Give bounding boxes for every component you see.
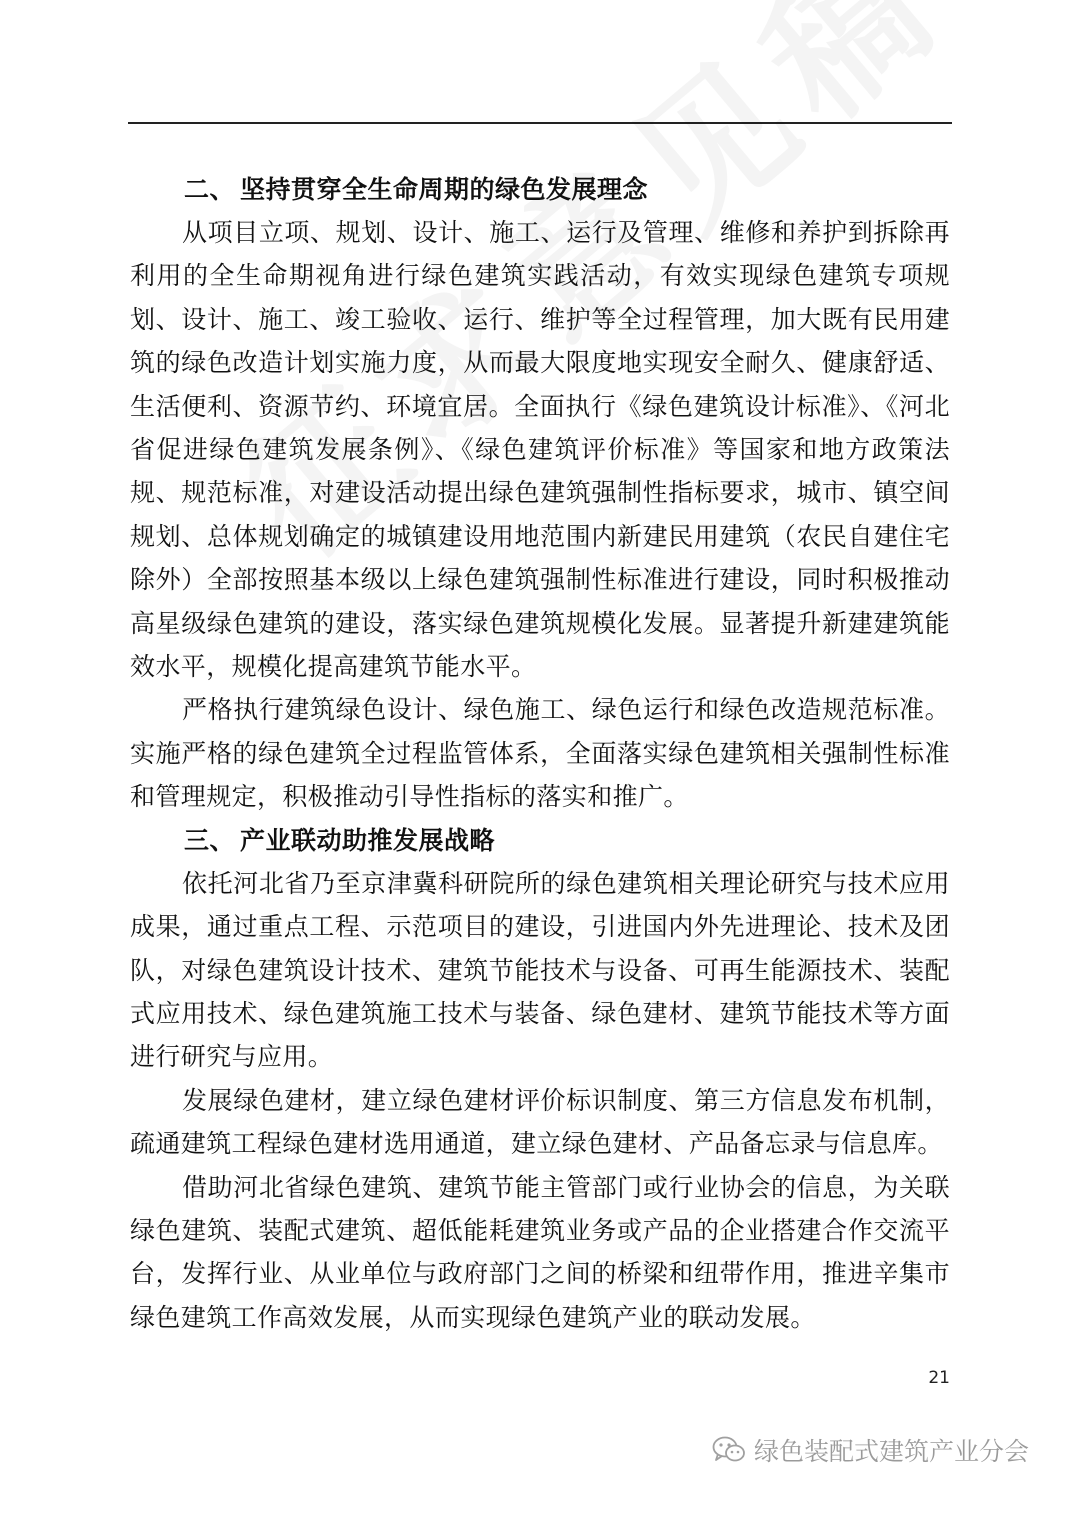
page-number: 21 [928, 1368, 950, 1388]
document-body [130, 168, 950, 1339]
section-number: 二、 [184, 175, 236, 204]
header-rule [128, 122, 952, 124]
paragraph: 依托河北省乃至京津冀科研院所的绿色建筑相关理论研究与技术应用成果，通过重点工程、示范项目的建设，引进国内外先进理论、技术及团队，对绿色建筑设计技术、建筑节能技术与设备、可再生能源技术、装配式应用技术、绿色建筑施工技术与装备、绿色建材、建筑节能技术等方面进行研究与应用。 [130, 868, 950, 1072]
section-heading-2 [130, 168, 950, 211]
paragraph: 借助河北省绿色建筑、建筑节能主管部门或行业协会的信息，为关联绿色建筑、装配式建筑、超低能耗建筑业务或产品的企业搭建合作交流平台，发挥行业、从业单位与政府部门之间的桥梁和纽带作用，推进辛集市绿色建筑工作高效发展，从而实现绿色建筑产业的联动发展。 [130, 1172, 950, 1332]
section-title: 坚持贯穿全生命周期的绿色发展理念 [240, 175, 649, 204]
section-title: 产业联动助推发展战略 [240, 825, 496, 855]
account-name: 绿色装配式建筑产业分会 [754, 1437, 1030, 1466]
account-watermark [712, 1430, 1029, 1470]
paragraph: 发展绿色建材，建立绿色建材评价标识制度、第三方信息发布机制，疏通建筑工程绿色建材选用通道，建立绿色建材、产品备忘录与信息库。 [130, 1085, 950, 1159]
paragraph: 严格执行建筑绿色设计、绿色施工、绿色运行和绿色改造规范标准。实施严格的绿色建筑全过程监管体系，全面落实绿色建筑相关强制性标准和管理规定，积极推动引导性指标的落实和推广。 [130, 695, 950, 812]
section-heading-3 [130, 819, 950, 862]
paragraph: 从项目立项、规划、设计、施工、运行及管理、维修和养护到拆除再利用的全生命期视角进行绿色建筑实践活动，有效实现绿色建筑专项规划、设计、施工、竣工验收、运行、维护等全过程管理，加大既有民用建筑的绿色改造计划实施力度，从而最大限度地实现安全耐久、健康舒适、生活便利、资源节约、环境宜居。全面执行《绿色建筑设计标准》、《河北省促进绿色建筑发展条例》、《绿色建筑评价标准》等国家和地方政策法规、规范标准，对建设活动提出绿色建筑强制性指标要求，城市、镇空间规划、总体规划确定的城镇建设用地范围内新建民用建筑（农民自建住宅除外）全部按照基本级以上绿色建筑强制性标准进行建设，同时积极推动高星级绿色建筑的建设，落实绿色建筑规模化发展。显著提升新建建筑能效水平，规模化提高建筑节能水平。 [130, 218, 950, 682]
wechat-icon [712, 1435, 746, 1465]
section-number: 三、 [184, 825, 236, 855]
